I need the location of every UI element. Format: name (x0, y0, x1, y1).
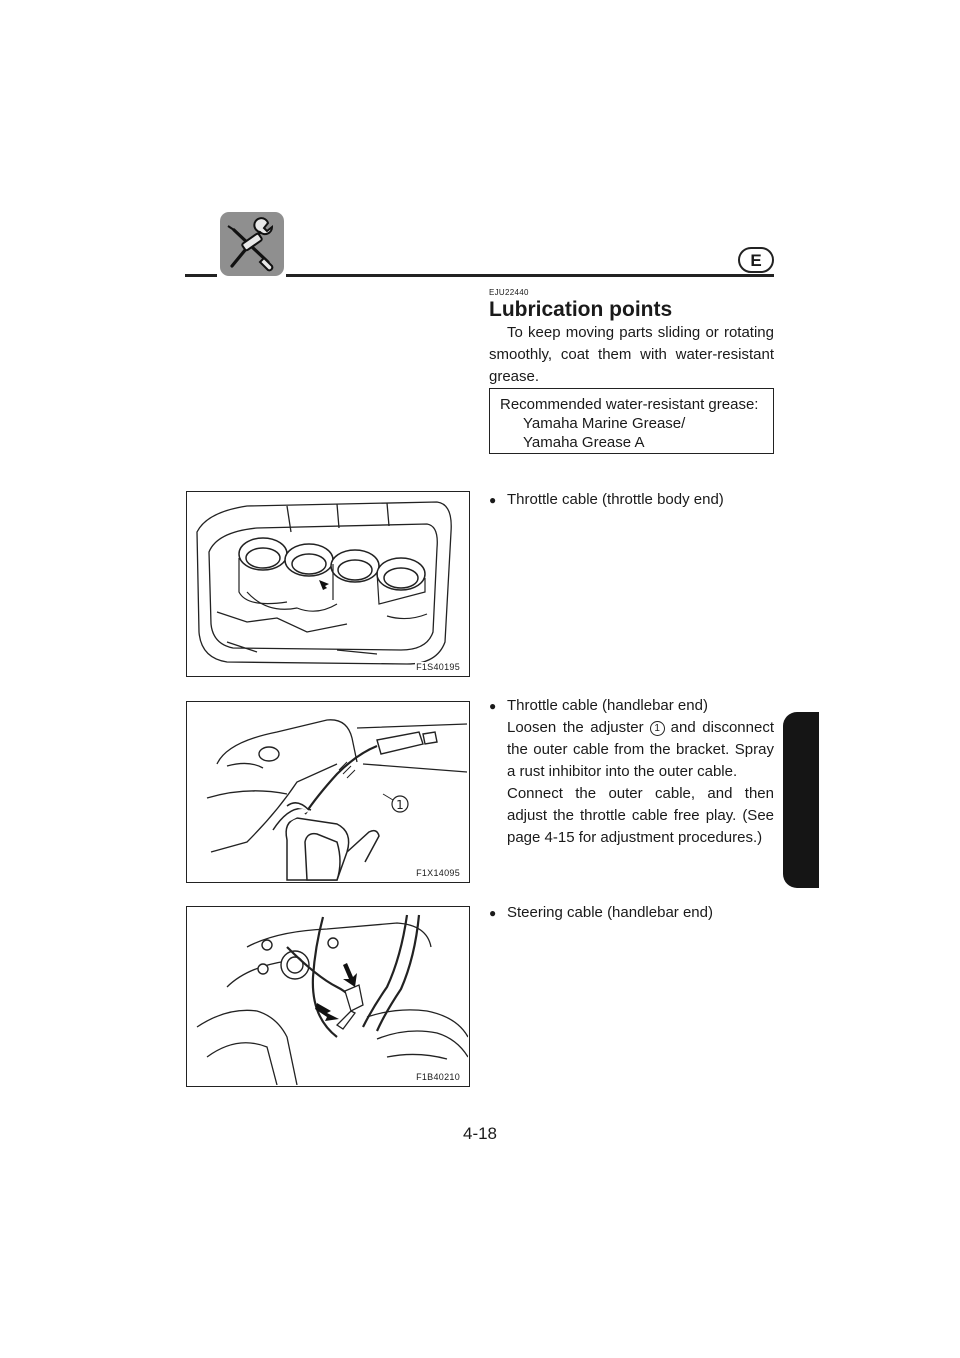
header-rule-left (185, 274, 217, 277)
handlebar-throttle-illustration (187, 702, 468, 881)
figure-code: F1S40195 (416, 662, 460, 672)
bullet-icon: ● (489, 493, 497, 507)
lubrication-item (489, 695, 774, 849)
section-code: EJU22440 (489, 288, 529, 297)
callout-number: 1 (650, 721, 665, 736)
figure-throttle-body (186, 491, 470, 677)
item-body-text: Loosen the adjuster (507, 719, 644, 736)
spec-label: Recommended water-resistant grease: (500, 396, 759, 413)
figure-code: F1X14095 (416, 868, 460, 878)
chapter-tab (783, 712, 819, 888)
spec-item: Yamaha Grease A (523, 434, 645, 451)
lubrication-item (489, 902, 774, 924)
item-body-text: and disconnect the outer cable from the bracket. Spray a rust inhibitor into the outer cable. (507, 719, 775, 780)
figure-callout: 1 (396, 798, 404, 812)
language-badge: E (738, 247, 774, 273)
bullet-icon: ● (489, 699, 497, 713)
item-body (489, 717, 774, 783)
lubrication-item (489, 489, 774, 511)
header-rule-right (286, 274, 774, 277)
spec-item: Yamaha Marine Grease/ (523, 415, 686, 432)
steering-cable-illustration (187, 907, 468, 1085)
page-number: 4-18 (462, 1124, 498, 1143)
figure-steering-cable (186, 906, 470, 1087)
item-title: Throttle cable (handlebar end) (507, 697, 708, 714)
intro-paragraph: To keep moving parts sliding or rotating smoothly, coat them with water-resistant grease. (489, 324, 774, 385)
figure-handlebar-throttle (186, 701, 470, 883)
maintenance-tools-icon (220, 212, 284, 276)
item-body: Connect the outer cable, and then adjust the throttle cable free play. (See page 4-15 for adjustment procedures.) (507, 785, 774, 846)
throttle-body-illustration (187, 492, 468, 675)
spec-box (489, 388, 774, 454)
bullet-icon: ● (489, 906, 497, 920)
section-title: Lubrication points (489, 298, 673, 321)
item-title: Throttle cable (throttle body end) (507, 491, 724, 508)
item-title: Steering cable (handlebar end) (507, 904, 713, 921)
figure-code: F1B40210 (416, 1072, 460, 1082)
